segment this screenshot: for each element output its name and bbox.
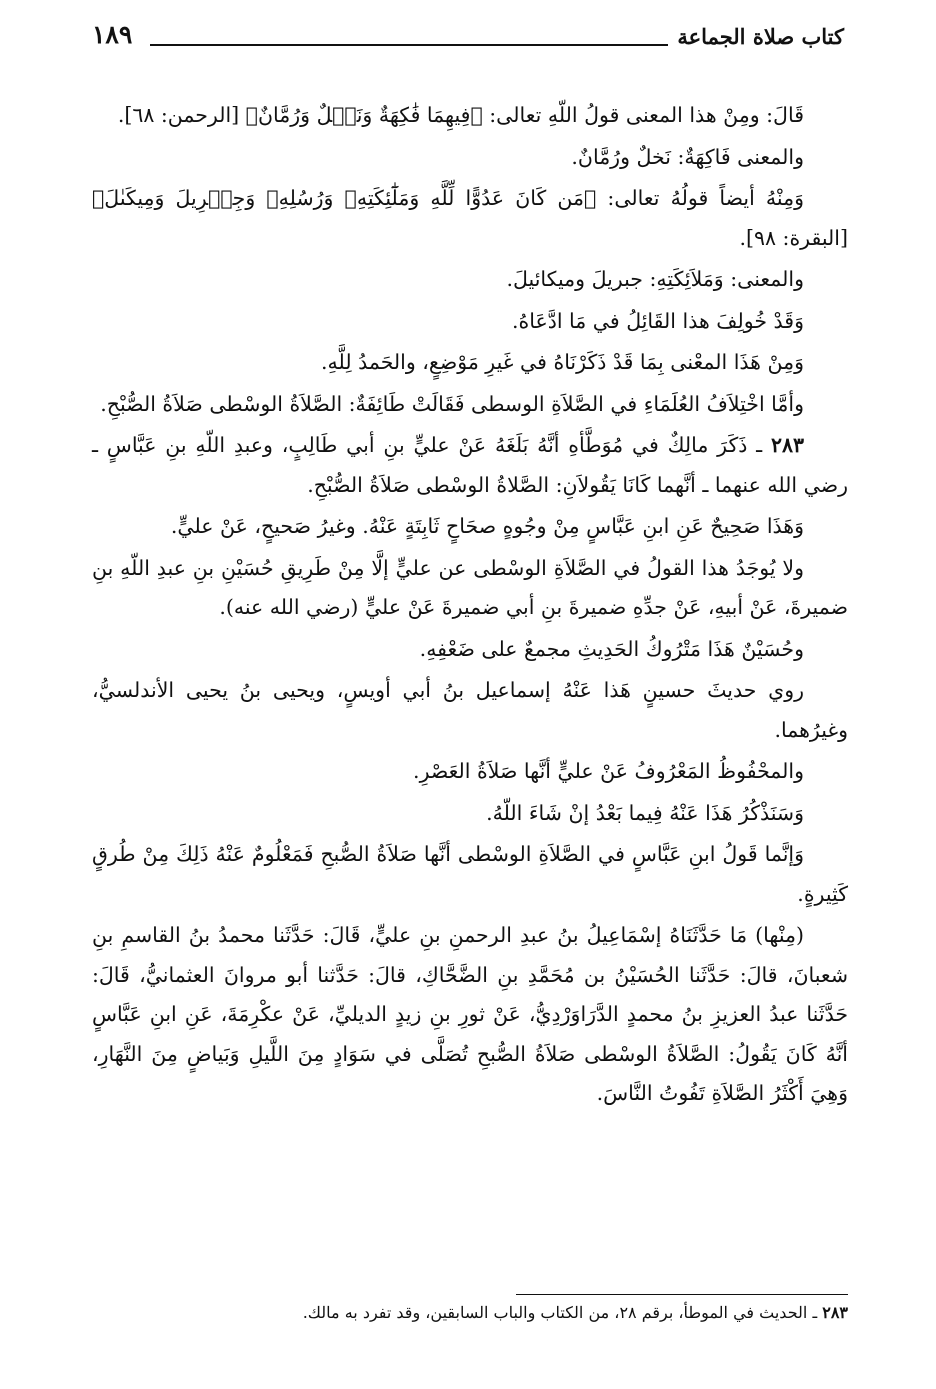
paragraph: وَهَذَا صَحِيحٌ عَنِ ابنِ عَبَّاسٍ مِنْ وجُوهٍ صحَاحٍ ثَابِتَةٍ عَنْهُ. وغيرُ صَحيحٍ، عَنْ عليٍّ. [170,514,804,538]
page-body [92,96,848,1116]
paragraph: وَسَنَذْكُرُ هَذَا عَنْهُ فِيما بَعْدُ إنْ شَاءَ اللّهُ. [486,800,804,825]
paragraph: وَمِنْهُ أيضاً قولُهُ تعالى: ﴿مَن كَانَ عَدُوًّا لِّلَّهِ وَمَلَٰٓئِكَتِهِۦ وَرُسُلِهِۦ وَجِبۡرِيلَ وَمِيكَىٰلَ﴾ [البقرة: ٩٨]. [92,186,848,250]
paragraph: والمعنى: وَمَلاَئِكَتِهِ: جبريلَ وميكائيلَ. [506,267,804,291]
paragraph: وَمِنْ هَذَا المعْنى بِمَا قَدْ ذَكَرْنَاهُ في غَيرِ مَوْضِعٍ، والحَمدُ لِلَّهِ. [321,350,804,374]
paragraph: روي حديثَ حسينٍ هَذا عَنْهُ إسماعيل بنُ أبي أويسٍ، ويحيى بنُ يحيى الأندلسيُّ، وغيرُهما. [92,678,848,742]
paragraph: وَإنَّما قَولُ ابنِ عَبَّاسٍ في الصَّلاَةِ الوسْطى أنَّها صَلاَةُ الصُّبحِ فَمَعْلُومٌ عَنْهُ ذَلِكَ مِنْ طُرقٍ كَثِيرةٍ. [92,842,848,906]
hadith-paragraph: ٢٨٣ ـ ذَكَرَ مالِكٌ في مُوَطَّأهِ أنَّهُ بَلَغَهُ عَنْ عليٍّ بنِ أبي طَالِبٍ، وعبدِ اللّهِ بنِ عَبَّاسٍ ـ رضي الله عنهما ـ أنَّهما كَانَا يَقُولاَنِ: الصَّلاةُ الوسْطى صَلاَةُ الصُّبْحِ. [92,433,848,497]
isnad-paragraph: (مِنْها) مَا حَدَّثَنَاهُ إسْمَاعِيلُ بنُ عبدِ الرحمنِ بنِ عليٍّ، قَالَ: حَدَّثَنا محمدُ بنُ القاسمِ بنِ شعبانَ، قالَ: حَدَّثَنا الحُسَيْنُ بن مُحَمَّدِ بنِ الضَّحَّاكِ، قالَ: حَدَّثنا أبو مروانَ العثمانيُّ، قَالَ: حَدَّثَنا عبدُ العزيزِ بنُ محمدٍ الدَّرَاوَرْدِيُّ، عَنْ ثورِ بنِ زيدٍ الديليِّ، عَنْ عكْرِمَةَ، عَنِ ابنِ عَبَّاسٍ أنَّهُ كَانَ يَقُولُ: الصَّلاَةُ الوسْطى صَلاَةُ الصُّبحِ تُصَلَّى في سَوَادٍ مِنَ اللَّيلِ وَبَياضٍ مِنَ النَّهَارِ، وَهِيَ أَكْثَرُ الصَّلاَةِ تَفُوتُ النَّاسَ. [92,923,848,1105]
footnote [92,1300,848,1326]
paragraph: وحُسَيْنٌ هَذَا مَتْرُوكُ الحَدِيثِ مجمعٌ على ضَعْفِهِ. [419,636,804,661]
paragraph: وأمَّا اخْتِلاَفُ العُلَمَاءِ في الصَّلاَةِ الوسطى فَقَالَتْ طَائِفَةٌ: الصَّلاَةُ الوسْطى صَلاَةُ الصُّبْحِ. [100,391,804,416]
paragraph: وَقَدْ خُولِفَ هذا القَائِلُ في مَا ادَّعَاهُ. [511,308,804,333]
paragraph: قَالَ: ومِنْ هذا المعنى قولُ اللّهِ تعالى: ﴿فِيهِمَا فَٰكِهَةٌ وَنَخۡلٌ وَرُمَّانٌ﴾ [الرحمن: ٦٨]. [117,103,804,127]
hadith-number: ٢٨٣ [770,433,804,457]
chapter-title: كتاب صلاة الجماعة [677,24,844,49]
paragraph: والمعنى فَاكِهَةٌ: نَخلٌ ورُمَّانٌ. [571,144,804,169]
page-number: ١٨٩ [92,20,133,49]
footnote-rule [516,1294,848,1295]
page-header [92,18,844,58]
header-rule [150,44,668,46]
paragraph: ولا يُوجَدُ هذا القولُ في الصَّلاَةِ الوسْطى عن عليٍّ إلَّا مِنْ طَرِيقِ حُسَيْنِ بنِ عبدِ اللّهِ بنِ ضميرةَ، عَنْ أبيهِ، عَنْ جدِّهِ ضميرةَ بنِ أبي ضميرةَ عَنْ عليٍّ (رضي الله عنه). [92,555,848,619]
footnote-number: ٢٨٣ [822,1303,848,1322]
paragraph: والمحْفُوظُ المَعْرُوفُ عَنْ عليٍّ أنَّها صَلاَةُ العَصْرِ. [413,759,804,783]
footnote-text: ـ الحديث في الموطأ، برقم ٢٨، من الكتاب والباب السابقين، وقد تفرد به مالك. [302,1303,818,1322]
